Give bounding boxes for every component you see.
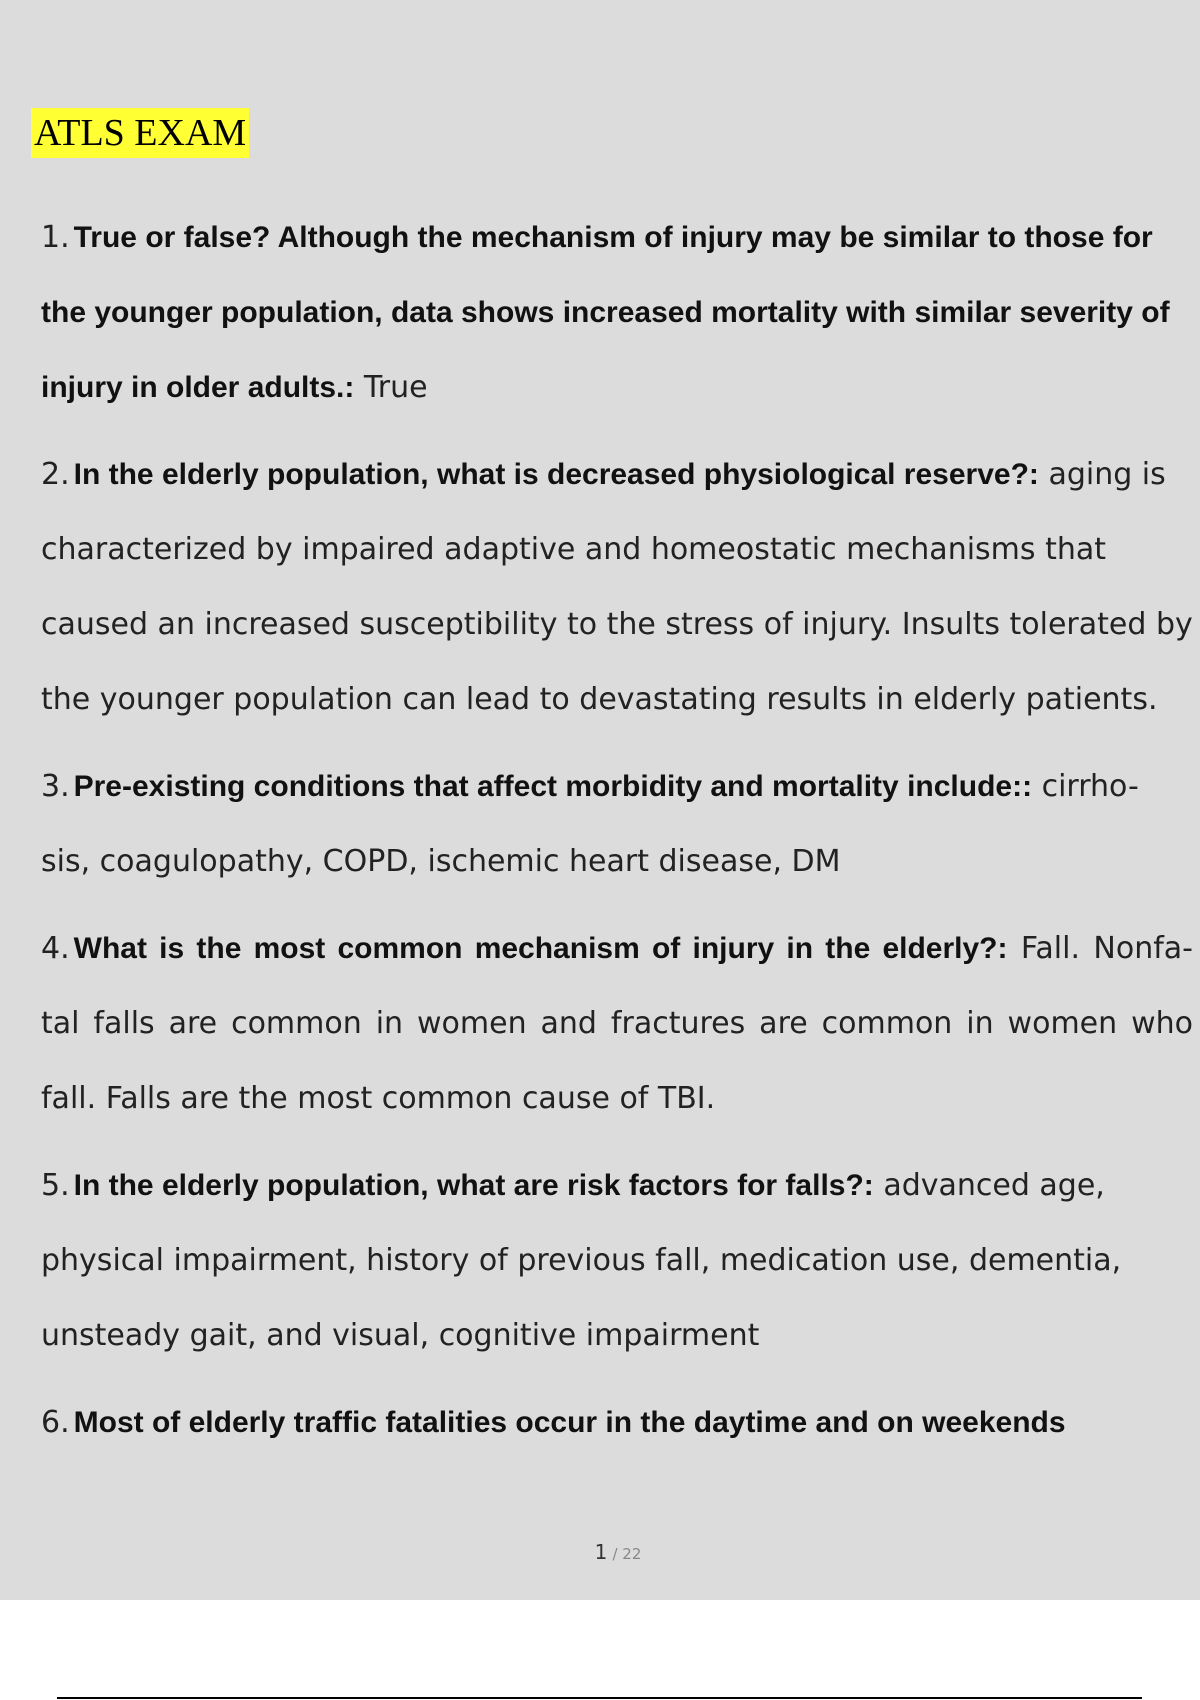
item-number: 6. [41,1405,70,1440]
page-number-total: / 22 [612,1545,642,1563]
page-number [0,1540,1200,1564]
item-number: 2. [41,457,70,492]
item-number: 5. [41,1168,70,1203]
question-text: What is the most common mechanism of injury in the elderly?: [73,932,1008,965]
question-text: Most of elderly traffic fatalities occur in the daytime and on weekends [73,1406,1066,1439]
answer-text: Fall. Nonfa- tal falls are common in women and fractures are common in women who fall. Falls are the most common cause of TBI. [41,931,1193,1116]
question-text: Pre-existing conditions that affect morbidity and mortality include:: [73,770,1033,803]
qa-item-5 [41,1148,1193,1373]
qa-item-2 [41,437,1193,737]
question-text: In the elderly population, what is decreased physiological reserve?: [73,458,1039,491]
question-text: True or false? Although the mechanism of injury may be similar to those for the younger population, data shows increased mortality with similar severity of injury in older adults.: [41,221,1170,404]
qa-item-6 [41,1385,1193,1460]
page-number-current: 1 [594,1540,608,1564]
item-number: 3. [41,769,70,804]
item-number: 1. [41,220,70,255]
qa-list [41,200,1193,1460]
page-title: ATLS EXAM [31,108,249,158]
item-number: 4. [41,931,70,966]
qa-item-4 [41,911,1193,1136]
qa-item-1 [41,200,1193,425]
question-text: In the elderly population, what are risk factors for falls?: [73,1169,874,1202]
answer-text: cirrho- sis, coagulopathy, COPD, ischemic heart disease, DM [41,769,1139,879]
answer-text: True [354,370,428,405]
answer-text: aging is characterized by impaired adaptive and homeostatic mechanisms that caused an increased susceptibility to the stress of injury. Insults tolerated by the younger population can lead to devastating results in elderly patients. [41,457,1193,717]
answer-text: advanced age, physical impairment, history of previous fall, medication use, dementia, unsteady gait, and visual, cognitive impairment [41,1168,1122,1353]
qa-item-3 [41,749,1193,899]
footer-divider [57,1697,1142,1699]
